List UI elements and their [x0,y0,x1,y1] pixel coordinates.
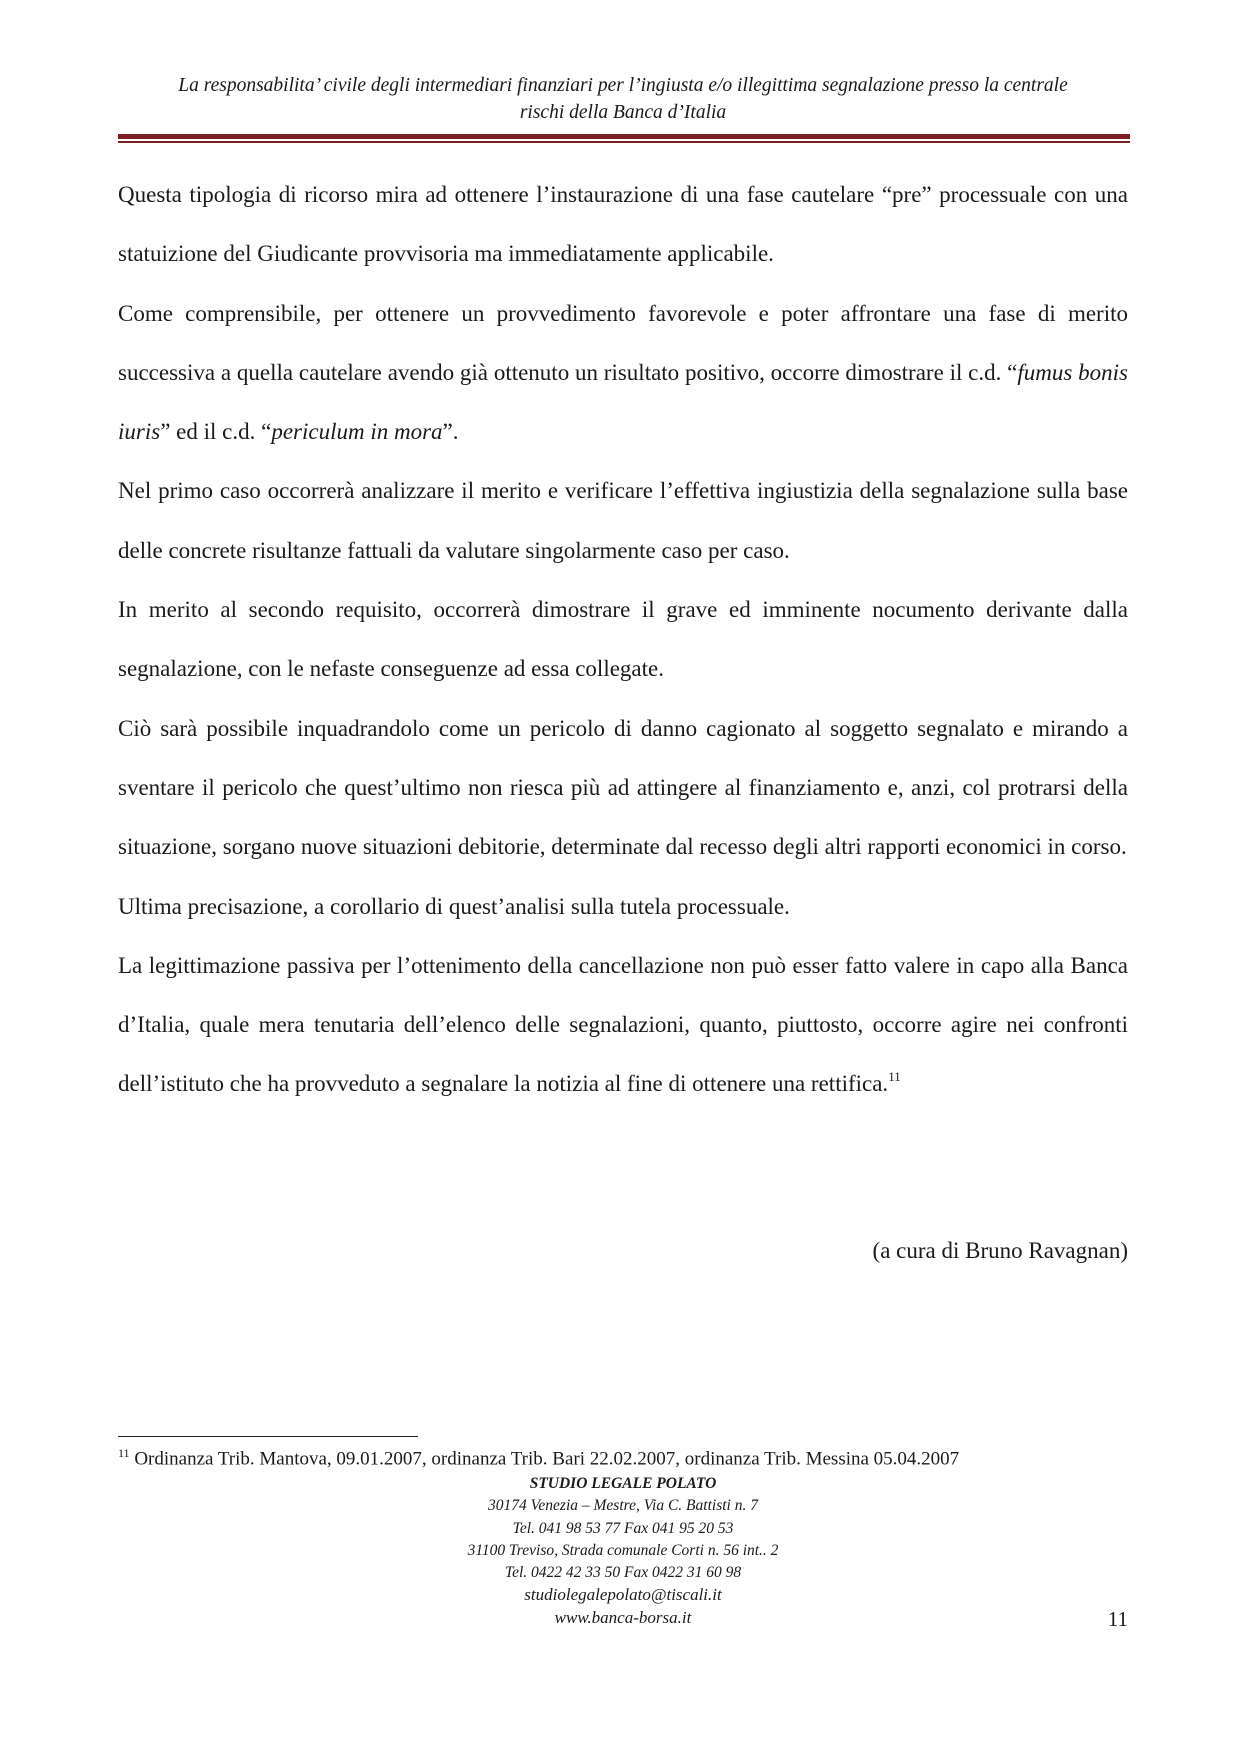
footer-firm-name: STUDIO LEGALE POLATO [529,1475,717,1492]
paragraph-2-mid: ” ed il c.d. “ [160,419,272,445]
paragraph-1: Questa tipologia di ricorso mira ad ottenere l’instaurazione di una fase cautelare “pre” processuale con una statuizione del Giudicante provvisoria ma immediatamente applicabile. [118,182,1128,267]
paragraph-6: Ultima precisazione, a corollario di quest’analisi sulla tutela processuale. [118,893,790,919]
paragraph-7-text: La legittimazione passiva per l’ottenimento della cancellazione non può esser fatto valere in capo alla Banca d’Italia, quale mera tenutaria dell’elenco delle segnalazioni, quanto, piuttosto, occorre agire nei confronti dell’istituto che ha provveduto a segnalare la notizia al fine di ottenere una rettifica. [118,952,1128,1097]
body-text [118,165,1128,1114]
footnote-text: Ordinanza Trib. Mantova, 09.01.2007, ordinanza Trib. Bari 22.02.2007, ordinanza Trib. Messina 05.04.2007 [129,1448,960,1470]
footer-address-treviso: 31100 Treviso, Strada comunale Corti n. 56 int.. 2 [467,1541,779,1559]
footnote-reference[interactable]: 11 [888,1068,901,1084]
footnote [118,1446,1128,1470]
footer-email[interactable]: studiolegalepolato@tiscali.it [524,1585,722,1605]
running-header [118,72,1128,126]
footer-phone-venezia: Tel. 041 98 53 77 Fax 041 95 20 53 [512,1519,734,1537]
author-signature: (a cura di Bruno Ravagnan) [872,1238,1128,1263]
paragraph-5: Ciò sarà possibile inquadrandolo come un pericolo di danno cagionato al soggetto segnalato e mirando a sventare il pericolo che quest’ultimo non riesca più ad attingere al finanziamento e, anzi, col protrarsi della situazione, sorgano nuove situazioni debitorie, determinate dal recesso degli altri rapporti economici in corso. [118,715,1128,860]
paragraph-2-end: ”. [442,419,459,445]
page-footer [118,1473,1128,1629]
page-number: 11 [1107,1607,1128,1631]
footnote-separator [118,1436,418,1437]
footer-address-venezia: 30174 Venezia – Mestre, Via C. Battisti n. 7 [488,1497,758,1515]
paragraph-4: In merito al secondo requisito, occorrerà dimostrare il grave ed imminente nocumento derivante dalla segnalazione, con le nefaste conseguenze ad essa collegate. [118,597,1128,682]
term-periculum-in-mora: periculum in mora [271,419,443,445]
paragraph-3: Nel primo caso occorrerà analizzare il merito e verificare l’effettiva ingiustizia della segnalazione sulla base delle concrete risultanze fattuali da valutare singolarmente caso per caso. [118,478,1128,563]
header-title-line-2: rischi della Banca d’Italia [519,102,727,123]
paragraph-2 [118,284,1128,462]
header-rule-thin [118,141,1130,143]
footer-website[interactable]: www.banca-borsa.it [554,1607,692,1627]
term-fumus-bonis-iuris: fumus bonis iuris [118,359,1129,445]
paragraph-2-text: Come comprensibile, per ottenere un provvedimento favorevole e poter affrontare una fase di merito successiva a quella cautelare avendo già ottenuto un risultato positivo, occorre dimostrare il c.d. “ [118,300,1128,385]
footer-phone-treviso: Tel. 0422 42 33 50 Fax 0422 31 60 98 [504,1564,742,1582]
header-rule-thick [118,134,1130,139]
footnote-number: 11 [118,1446,130,1460]
header-title-line-1: La responsabilita’ civile degli intermediari finanziari per l’ingiusta e/o illegittima segnalazione presso la centrale [178,75,1068,96]
paragraph-7 [118,936,1128,1114]
